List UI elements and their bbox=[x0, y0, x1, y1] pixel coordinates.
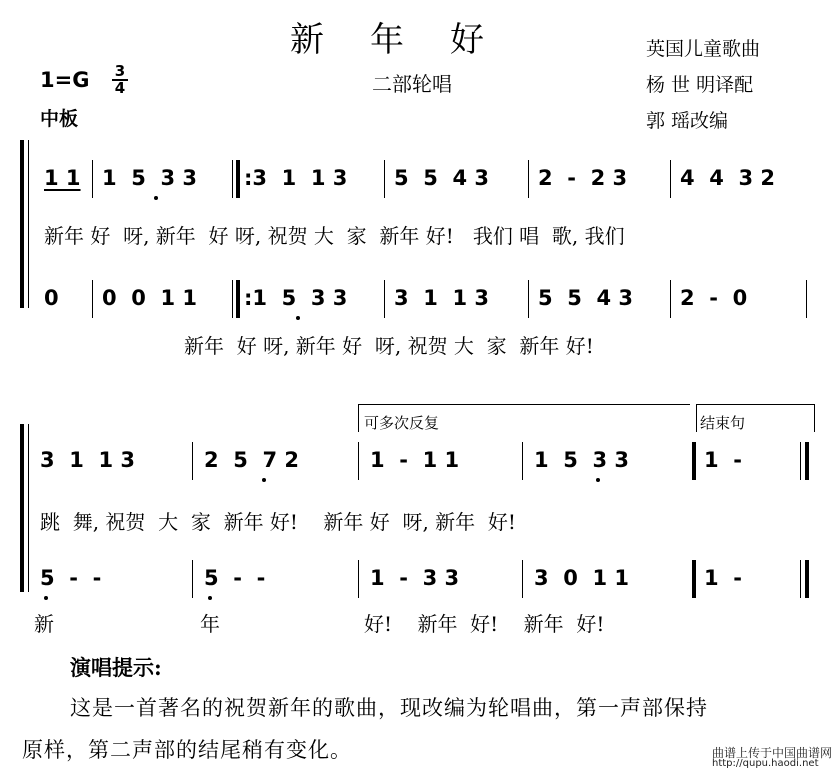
bar-line bbox=[528, 160, 529, 198]
measure: 0 bbox=[44, 286, 59, 310]
volta-1-label: 可多次反复 bbox=[364, 414, 440, 432]
measure: 5 - - bbox=[204, 566, 266, 590]
time-signature-bottom: 4 bbox=[112, 79, 128, 96]
voice2-lyric-c: 好! 新年 好! 新年 好! bbox=[364, 612, 605, 636]
low-octave-dot bbox=[44, 596, 48, 600]
bar-line bbox=[384, 280, 385, 318]
measure: 1 5 3 3 bbox=[534, 448, 630, 472]
watermark-line-2: http://qupu.haodi.net bbox=[712, 758, 819, 769]
credit-origin: 英国儿童歌曲 bbox=[646, 38, 761, 60]
measure: 1 - bbox=[704, 566, 742, 590]
measure: 1 - bbox=[704, 448, 742, 472]
bar-line bbox=[528, 280, 529, 318]
measure: 5 5 4 3 bbox=[394, 166, 490, 190]
measure: 2 - 2 3 bbox=[538, 166, 628, 190]
measure: :1 5 3 3 bbox=[244, 286, 348, 310]
measure: 5 - - bbox=[40, 566, 102, 590]
bar-line bbox=[670, 160, 671, 198]
measure: 5 5 4 3 bbox=[538, 286, 634, 310]
measure: 0 0 1 1 bbox=[102, 286, 198, 310]
repeat-bar-thick bbox=[236, 280, 240, 318]
final-bar-thick bbox=[805, 442, 809, 480]
measure: 2 - 0 bbox=[680, 286, 748, 310]
measure: 1 - 1 1 bbox=[370, 448, 460, 472]
measure: 1 1 bbox=[44, 166, 81, 190]
repeat-end-bar bbox=[692, 560, 696, 598]
final-bar-thick bbox=[805, 560, 809, 598]
measure: 3 1 1 3 bbox=[40, 448, 136, 472]
volta-2-label: 结束句 bbox=[700, 414, 746, 432]
song-subtitle: 二部轮唱 bbox=[372, 72, 452, 96]
bar-line bbox=[192, 442, 193, 480]
bar-line bbox=[92, 280, 93, 318]
system-bracket-line bbox=[28, 424, 29, 592]
time-signature bbox=[112, 64, 128, 96]
tips-heading: 演唱提示: bbox=[70, 655, 162, 680]
low-octave-dot bbox=[208, 596, 212, 600]
system-bracket bbox=[20, 424, 24, 592]
measure: 3 0 1 1 bbox=[534, 566, 630, 590]
bar-line bbox=[806, 280, 807, 318]
bar-line bbox=[522, 560, 523, 598]
measure: 1 5 3 3 bbox=[102, 166, 198, 190]
final-bar-thin bbox=[800, 442, 801, 480]
key-signature: 1=G bbox=[40, 68, 90, 92]
low-octave-dot bbox=[296, 316, 300, 320]
repeat-bar bbox=[232, 280, 233, 318]
credit-translator: 杨 世 明译配 bbox=[646, 74, 754, 96]
measure: 3 1 1 3 bbox=[394, 286, 490, 310]
volta-2-bracket bbox=[696, 404, 814, 405]
voice2-lyric-a: 新 bbox=[34, 612, 54, 636]
low-octave-dot bbox=[596, 478, 600, 482]
bar-line bbox=[358, 560, 359, 598]
measure: 4 4 3 2 bbox=[680, 166, 776, 190]
volta-2-left bbox=[696, 404, 697, 432]
system-bracket-line bbox=[28, 140, 29, 308]
volta-1-left bbox=[358, 404, 359, 432]
repeat-bar-thick bbox=[236, 160, 240, 198]
voice1-lyrics: 新年 好 呀, 新年 好 呀, 祝贺 大 家 新年 好! 我们 唱 歌, 我们 bbox=[44, 224, 625, 248]
repeat-end-bar bbox=[692, 442, 696, 480]
tempo-marking: 中板 bbox=[40, 108, 79, 130]
bar-line bbox=[192, 560, 193, 598]
tips-line-1: 这是一首著名的祝贺新年的歌曲，现改编为轮唱曲，第一声部保持 bbox=[70, 696, 708, 720]
bar-line bbox=[92, 160, 93, 198]
measure: 1 - 3 3 bbox=[370, 566, 460, 590]
volta-1-bracket bbox=[358, 404, 690, 405]
measure: 2 5 7 2 bbox=[204, 448, 300, 472]
bar-line bbox=[384, 160, 385, 198]
final-bar-thin bbox=[800, 560, 801, 598]
voice2-lyrics: 新年 好 呀, 新年 好 呀, 祝贺 大 家 新年 好! bbox=[184, 334, 594, 358]
time-signature-top: 3 bbox=[114, 62, 126, 80]
low-octave-dot bbox=[262, 478, 266, 482]
bar-line bbox=[358, 442, 359, 480]
bar-line bbox=[670, 280, 671, 318]
system-bracket bbox=[20, 140, 24, 308]
credit-arranger: 郭 瑶改编 bbox=[646, 110, 729, 132]
volta-2-right bbox=[814, 404, 815, 432]
song-title: 新年好 bbox=[290, 20, 530, 60]
tips-line-2: 原样，第二声部的结尾稍有变化。 bbox=[22, 738, 352, 762]
low-octave-dot bbox=[154, 196, 158, 200]
voice2-lyric-b: 年 bbox=[200, 612, 220, 636]
repeat-bar bbox=[232, 160, 233, 198]
measure: :3 1 1 3 bbox=[244, 166, 348, 190]
voice1-lyrics: 跳 舞, 祝贺 大 家 新年 好! 新年 好 呀, 新年 好! bbox=[40, 510, 516, 534]
watermark-line-1: 曲谱上传于中国曲谱网 bbox=[712, 746, 833, 760]
bar-line bbox=[522, 442, 523, 480]
